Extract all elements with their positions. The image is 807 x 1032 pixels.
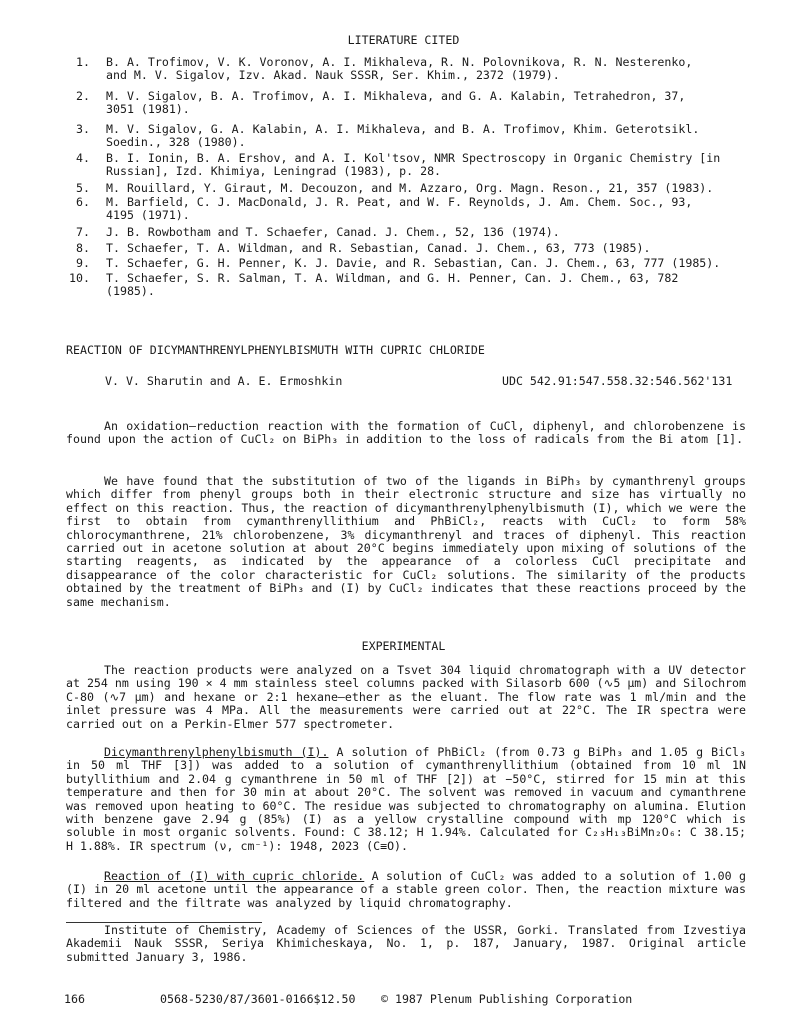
reference-number: 5. bbox=[76, 181, 90, 195]
reference-number: 4. bbox=[76, 151, 90, 165]
results-paragraph: We have found that the substitution of two of the ligands in BiPh₃ by cymanthrenyl groups which differ from phenyl groups both in their electronic structure and size has virtually no effect on this reaction. Thus, the reaction of dicymanthrenylphenylbismuth (I), which we were the first to obtain from cymanthrenyllithium and PhBiCl₂, reacts with CuCl₂ to form 58% chlorocymanthrene, 21% chlorobenzene, 3% dicymanthrenyl and traces of diphenyl. This reaction carried out in acetone solution at about 20°C begins immediately upon mixing of solutions of the starting reagents, as indicated by the appearance of a colorless CuCl precipitate and disappearance of the color characteristic for CuCl₂ solutions. The similarity of the products obtained by the treatment of BiPh₃ and (I) by CuCl₂ indicates that these reactions proceed by the same mechanism. bbox=[66, 474, 746, 609]
udc-code: UDC 542.91:547.558.32:546.562'131 bbox=[502, 374, 733, 388]
reaction-run-in-heading: Reaction of (I) with cupric chloride. bbox=[104, 869, 365, 883]
reference-text: T. Schaefer, S. R. Salman, T. A. Wildman, and G. H. Penner, Can. J. Chem., 63, 782 (1985). bbox=[106, 271, 679, 299]
page-number: 166 bbox=[64, 992, 85, 1006]
reference-number: 2. bbox=[76, 89, 90, 103]
copyright-notice: © 1987 Plenum Publishing Corporation bbox=[381, 992, 633, 1006]
experimental-heading: EXPERIMENTAL bbox=[361, 639, 446, 653]
reference-text: M. Rouillard, Y. Giraut, M. Decouzon, and M. Azzaro, Org. Magn. Reson., 21, 357 (1983). bbox=[106, 181, 714, 195]
reference-text: M. V. Sigalov, B. A. Trofimov, A. I. Mikhaleva, and G. A. Kalabin, Tetrahedron, 37, 3051 (1981). bbox=[106, 89, 686, 117]
reference-text: B. A. Trofimov, V. K. Voronov, A. I. Mikhaleva, R. N. Polovnikova, R. N. Nesterenko, and M. V. Sigalov, Izv. Akad. Nauk SSSR, Ser. Khim., 2372 (1979). bbox=[106, 55, 693, 83]
reaction-body: A solution of CuCl₂ was added to a solution of 1.00 g (I) in 20 ml acetone until the appearance of a stable green color. Then, the reaction mixture was filtered and the filtrate was analyzed by liquid chromatography. bbox=[66, 869, 746, 910]
reference-text: M. V. Sigalov, G. A. Kalabin, A. I. Mikhaleva, and B. A. Trofimov, Khim. Geterotsikl. Soedin., 328 (1980). bbox=[106, 122, 700, 150]
reference-text: M. Barfield, C. J. MacDonald, J. R. Peat, and W. F. Reynolds, J. Am. Chem. Soc., 93, 4195 (1971). bbox=[106, 195, 693, 223]
reference-number: 3. bbox=[76, 122, 90, 136]
intro-paragraph: An oxidation–reduction reaction with the formation of CuCl, diphenyl, and chlorobenzene is found upon the action of CuCl₂ on BiPh₃ in addition to the loss of radicals from the Bi atom [1]. bbox=[66, 419, 746, 447]
reference-number: 9. bbox=[76, 256, 90, 270]
article-title: REACTION OF DICYMANTHRENYLPHENYLBISMUTH WITH CUPRIC CHLORIDE bbox=[66, 343, 485, 357]
synthesis-paragraph bbox=[66, 746, 746, 853]
methods-paragraph: The reaction products were analyzed on a Tsvet 304 liquid chromatograph with a UV detector at 254 nm using 190 × 4 mm stainless steel columns packed with Silasorb 600 (∿5 μm) and Silochrom C-80 (∿7 μm) and hexane or 2:1 hexane–ether as the eluant. The flow rate was 1 ml/min and the inlet pressure was 4 MPa. All the measurements were carried out at 22°C. The IR spectra were carried out on a Perkin-Elmer 577 spectrometer. bbox=[66, 663, 746, 731]
article-authors: V. V. Sharutin and A. E. Ermoshkin bbox=[105, 374, 343, 388]
reference-number: 6. bbox=[76, 195, 90, 209]
affiliation-footnote: Institute of Chemistry, Academy of Sciences of the USSR, Gorki. Translated from Izvestiya Akademii Nauk SSSR, Seriya Khimicheskaya, No. 1, p. 187, January, 1987. Original article submitted January 3, 1986. bbox=[66, 923, 746, 964]
synthesis-body: A solution of PhBiCl₂ (from 0.73 g BiPh₃ and 1.05 g BiCl₃ in 50 ml THF [3]) was added to a solution of cymanthrenyllithium (obtained from 10 ml 1N butyllithium and 2.04 g cymanthrene in 50 ml of THF [2]) at −50°C, stirred for 15 min at this temperature and then for 30 min at about 20°C. The solvent was removed in vacuum and cymanthrene was removed upon heating to 60°C. The residue was subjected to chromatography on alumina. Elution with benzene gave 2.94 g (85%) (I) as a yellow crystalline compound with mp 120°C which is soluble in most organic solvents. Found: C 38.12; H 1.94%. Calculated for C₂₃H₁₃BiMn₂O₆: C 38.15; H 1.88%. IR spectrum (ν, cm⁻¹): 1948, 2023 (C≡O). bbox=[66, 745, 746, 853]
reference-text: J. B. Rowbotham and T. Schaefer, Canad. J. Chem., 52, 136 (1974). bbox=[106, 225, 560, 239]
literature-cited-heading: LITERATURE CITED bbox=[347, 33, 460, 47]
reference-text: T. Schaefer, T. A. Wildman, and R. Sebastian, Canad. J. Chem., 63, 773 (1985). bbox=[106, 241, 651, 255]
journal-code: 0568-5230/87/3601-0166$12.50 bbox=[160, 992, 356, 1006]
synthesis-run-in-heading: Dicymanthrenylphenylbismuth (I). bbox=[104, 745, 329, 759]
reference-text: B. I. Ionin, B. A. Ershov, and A. I. Kol'tsov, NMR Spectroscopy in Organic Chemistry [in Russian], Izd. Khimiya, Leningrad (1983), p. 28. bbox=[106, 151, 721, 179]
reference-text: T. Schaefer, G. H. Penner, K. J. Davie, and R. Sebastian, Can. J. Chem., 63, 777 (1985). bbox=[106, 256, 721, 270]
reference-number: 10. bbox=[69, 271, 90, 285]
reference-number: 1. bbox=[76, 55, 90, 69]
reference-number: 7. bbox=[76, 225, 90, 239]
reference-number: 8. bbox=[76, 241, 90, 255]
reaction-paragraph bbox=[66, 870, 746, 910]
